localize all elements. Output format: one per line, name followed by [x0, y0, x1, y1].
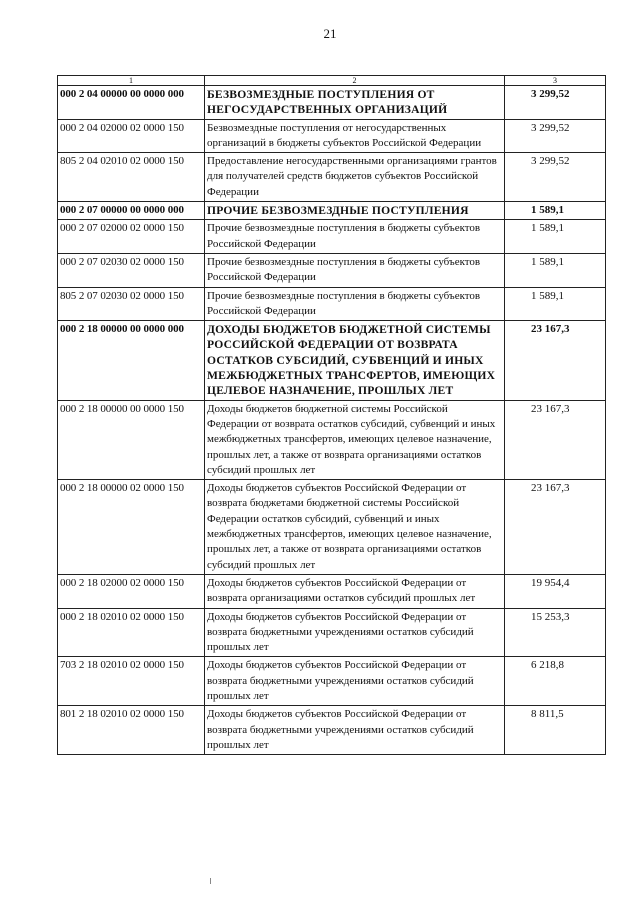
table-row — [58, 287, 606, 321]
revenue-name-cell: БЕЗВОЗМЕЗДНЫЕ ПОСТУПЛЕНИЯ ОТ НЕГОСУДАРСТВЕННЫХ ОРГАНИЗАЦИЙ — [205, 86, 505, 120]
amount-cell: 23 167,3 — [505, 480, 606, 575]
amount-cell: 8 811,5 — [505, 706, 606, 755]
amount-cell: 1 589,1 — [505, 220, 606, 254]
budget-code-cell: 000 2 18 00000 02 0000 150 — [58, 480, 205, 575]
table-row — [58, 480, 606, 575]
table-row — [58, 574, 606, 608]
page-number: 21 — [323, 26, 337, 41]
amount-cell: 23 167,3 — [505, 321, 606, 400]
revenue-name-cell: Доходы бюджетов субъектов Российской Федерации от возврата бюджетами бюджетной системы Российской Федерации остатков субсидий, субвенций и иных межбюджетных трансфертов, имеющих целевое назначение, прошлых лет, а также от возврата организациями остатков субсидий прошлых лет — [205, 480, 505, 575]
amount-cell: 3 299,52 — [505, 86, 606, 120]
revenue-name-cell: Прочие безвозмездные поступления в бюджеты субъектов Российской Федерации — [205, 220, 505, 254]
revenue-name-cell: Доходы бюджетов бюджетной системы Российской Федерации от возврата остатков субсидий, субвенций и иных межбюджетных трансфертов, имеющих целевое назначение, прошлых лет, а также от возврата организациями остатков субсидий прошлых лет — [205, 400, 505, 479]
amount-cell: 1 589,1 — [505, 287, 606, 321]
budget-code-cell: 801 2 18 02010 02 0000 150 — [58, 706, 205, 755]
revenue-name-cell: ПРОЧИЕ БЕЗВОЗМЕЗДНЫЕ ПОСТУПЛЕНИЯ — [205, 202, 505, 220]
amount-cell: 3 299,52 — [505, 153, 606, 202]
revenue-name-cell: Прочие безвозмездные поступления в бюджеты субъектов Российской Федерации — [205, 287, 505, 321]
table-row — [58, 119, 606, 153]
amount-cell: 19 954,4 — [505, 574, 606, 608]
table-row — [58, 706, 606, 755]
budget-code-cell: 000 2 07 02030 02 0000 150 — [58, 253, 205, 287]
budget-code-cell: 000 2 18 00000 00 0000 150 — [58, 400, 205, 479]
budget-code-cell: 000 2 18 02000 02 0000 150 — [58, 574, 205, 608]
table-row — [58, 220, 606, 254]
amount-cell: 3 299,52 — [505, 119, 606, 153]
column-number-row — [58, 76, 606, 86]
revenue-name-cell: Безвозмездные поступления от негосударственных организаций в бюджеты субъектов Российской Федерации — [205, 119, 505, 153]
budget-code-cell: 000 2 07 02000 02 0000 150 — [58, 220, 205, 254]
amount-cell: 6 218,8 — [505, 657, 606, 706]
amount-cell: 23 167,3 — [505, 400, 606, 479]
budget-code-cell: 805 2 04 02010 02 0000 150 — [58, 153, 205, 202]
margin-mark — [210, 878, 211, 884]
budget-code-cell: 703 2 18 02010 02 0000 150 — [58, 657, 205, 706]
table-row — [58, 400, 606, 479]
budget-revenue-table — [57, 75, 606, 755]
amount-cell: 15 253,3 — [505, 608, 606, 657]
revenue-name-cell: Прочие безвозмездные поступления в бюджеты субъектов Российской Федерации — [205, 253, 505, 287]
revenue-name-cell: Доходы бюджетов субъектов Российской Федерации от возврата организациями остатков субсидий прошлых лет — [205, 574, 505, 608]
column-number: 3 — [505, 76, 606, 86]
table-row — [58, 321, 606, 400]
revenue-name-cell: ДОХОДЫ БЮДЖЕТОВ БЮДЖЕТНОЙ СИСТЕМЫ РОССИЙСКОЙ ФЕДЕРАЦИИ ОТ ВОЗВРАТА ОСТАТКОВ СУБСИДИЙ, СУБВЕНЦИЙ И ИНЫХ МЕЖБЮДЖЕТНЫХ ТРАНСФЕРТОВ, ИМЕЮЩИХ ЦЕЛЕВОЕ НАЗНАЧЕНИЕ, ПРОШЛЫХ ЛЕТ — [205, 321, 505, 400]
revenue-name-cell: Предоставление негосударственными организациями грантов для получателей средств бюджетов субъектов Российской Федерации — [205, 153, 505, 202]
budget-code-cell: 000 2 07 00000 00 0000 000 — [58, 202, 205, 220]
table-row — [58, 202, 606, 220]
table-row — [58, 153, 606, 202]
budget-code-cell: 805 2 07 02030 02 0000 150 — [58, 287, 205, 321]
amount-cell: 1 589,1 — [505, 202, 606, 220]
amount-cell: 1 589,1 — [505, 253, 606, 287]
revenue-name-cell: Доходы бюджетов субъектов Российской Федерации от возврата бюджетными учреждениями остатков субсидий прошлых лет — [205, 657, 505, 706]
table-row — [58, 253, 606, 287]
revenue-name-cell: Доходы бюджетов субъектов Российской Федерации от возврата бюджетными учреждениями остатков субсидий прошлых лет — [205, 706, 505, 755]
table-row — [58, 657, 606, 706]
budget-code-cell: 000 2 04 02000 02 0000 150 — [58, 119, 205, 153]
budget-code-cell: 000 2 18 02010 02 0000 150 — [58, 608, 205, 657]
table-row — [58, 86, 606, 120]
budget-code-cell: 000 2 18 00000 00 0000 000 — [58, 321, 205, 400]
column-number: 1 — [58, 76, 205, 86]
column-number: 2 — [205, 76, 505, 86]
revenue-name-cell: Доходы бюджетов субъектов Российской Федерации от возврата бюджетными учреждениями остатков субсидий прошлых лет — [205, 608, 505, 657]
budget-code-cell: 000 2 04 00000 00 0000 000 — [58, 86, 205, 120]
table-row — [58, 608, 606, 657]
